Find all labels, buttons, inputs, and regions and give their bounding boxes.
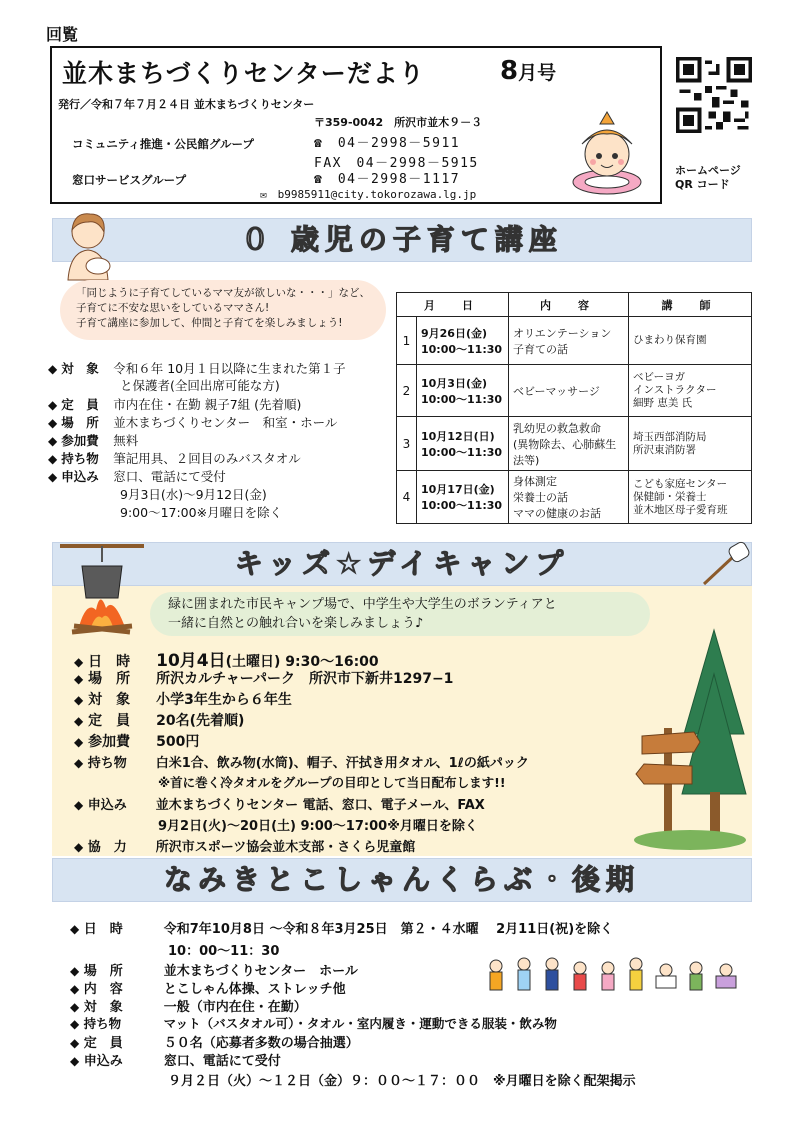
club-details: ◆ 日 時 令和7年10月8日 ～令和８年3月25日 第２・４水曜 2月11日(祝)を除く 10：00～11：30 ◆ 場 所 並木まちづくりセンター ホール ◆ 内 容 とこしゃん体操、ストレッチ他 ◆ 対 象 一般（市内在住・在勤） ◆ 持ち物 マット（バスタオル可）・タオル・室内履き・運動できる服装・飲み物 ◆ 定 員 ５０名（応募者多数の場合抽選） ◆ 申込み 窓口、電話にて受付 ９月２日（火）～１２日（金）９：００～１７：００ ※月曜日を除く配架掲示 bbox=[70, 922, 636, 1089]
session-lecturer: こども家庭センター 保健師・栄養士 並木地区母子愛育班 bbox=[629, 471, 752, 524]
group-community: コミュニティ推進・公民館グループ bbox=[72, 137, 254, 151]
session-content: オリエンテーション 子育ての話 bbox=[509, 317, 629, 365]
tel-counter: ☎ 04－2998－1117 bbox=[314, 172, 461, 187]
campfire-pot-illustration bbox=[56, 540, 148, 636]
session-number: 2 bbox=[397, 365, 417, 417]
schedule-row bbox=[397, 365, 752, 417]
session-lecturer: ベビーヨガ インストラクター 細野 恵美 氏 bbox=[629, 365, 752, 417]
fax-number: FAX 04－2998－5915 bbox=[314, 156, 479, 171]
session-lecturer: ひまわり保育園 bbox=[629, 317, 752, 365]
schedule-row bbox=[397, 471, 752, 524]
session-content: ベビーマッサージ bbox=[509, 365, 629, 417]
tree-signpost-illustration bbox=[634, 624, 748, 850]
qr-label: ホームページ QR コード bbox=[675, 164, 741, 191]
session-lecturer: 埼玉西部消防局 所沢東消防署 bbox=[629, 417, 752, 471]
circulation-label: 回覧 bbox=[46, 25, 79, 44]
club-banner: なみきとこしゃんくらぶ・後期 bbox=[52, 858, 752, 902]
tel-community: ☎ 04－2998－5911 bbox=[314, 136, 461, 151]
header-lecturer: 講 師 bbox=[629, 293, 752, 317]
header-content: 内 容 bbox=[509, 293, 629, 317]
session-date: 10月3日(金) 10:00～11:30 bbox=[417, 365, 509, 417]
postal-address: 〒359-0042 所沢市並木９－３ bbox=[314, 116, 483, 129]
session-number: 1 bbox=[397, 317, 417, 365]
publication-line: 発行／令和７年７月２４日 並木まちづくりセンター bbox=[58, 98, 315, 111]
camp-banner: キッズ☆デイキャンプ bbox=[52, 542, 752, 586]
schedule-row bbox=[397, 317, 752, 365]
schedule-row bbox=[397, 417, 752, 471]
group-counter: 窓口サービスグループ bbox=[72, 173, 187, 187]
email-address: ✉ b9985911@city.tokorozawa.lg.jp bbox=[260, 188, 477, 201]
course-intro-bubble: 「同じように子育てしているママ友が欲しいな・・・」など、 子育てに不安な思いをしているママさん! 子育て講座に参加して、仲間と子育てを楽しみましょう! bbox=[60, 280, 386, 340]
camp-intro-bubble: 緑に囲まれた市民キャンプ場で、中学生や大学生のボランティアと 一緒に自然との触れ合いを楽しみましょう♪ bbox=[150, 592, 650, 636]
session-number: 4 bbox=[397, 471, 417, 524]
session-date: 9月26日(金) 10:00～11:30 bbox=[417, 317, 509, 365]
homepage-qr-code[interactable] bbox=[676, 57, 752, 133]
course-details: ◆ 対 象 令和６年 10月１日以降に生まれた第１子 と保護者(全回出席可能な方) ◆ 定 員 市内在住・在勤 親子7組 (先着順) ◆ 場 所 並木まちづくりセンター 和室・ホール ◆ 参加費 無料 ◆ 持ち物 筆記用具、２回目のみバスタオル ◆ 申込み 窓口、電話にて受付 9月3日(水)～9月12日(金) 9:00～17:00※月曜日を除く bbox=[48, 361, 346, 520]
course-schedule-table bbox=[396, 292, 752, 524]
mother-baby-illustration bbox=[58, 210, 122, 282]
course-banner: ０ 歳児の子育て講座 bbox=[52, 218, 752, 262]
header-date: 月 日 bbox=[397, 293, 509, 317]
marshmallow-illustration bbox=[700, 540, 752, 588]
issue-number: 8月号 bbox=[500, 56, 557, 86]
session-number: 3 bbox=[397, 417, 417, 471]
exercise-people-illustration bbox=[484, 956, 752, 998]
mascot-illustration bbox=[564, 110, 650, 198]
session-content: 乳幼児の救急救命 (異物除去、心肺蘇生法等) bbox=[509, 417, 629, 471]
session-date: 10月12日(日) 10:00～11:30 bbox=[417, 417, 509, 471]
newsletter-title: 並木まちづくりセンターだより bbox=[62, 59, 425, 88]
session-date: 10月17日(金) 10:00～11:30 bbox=[417, 471, 509, 524]
masthead bbox=[50, 46, 662, 204]
camp-details: ◆ 日 時 10月4日(土曜日) 9:30～16:00 ◆ 場 所 所沢カルチャーパーク 所沢市下新井1297−1 ◆ 対 象 小学3年生から６年生 ◆ 定 員 20名(先着順) ◆ 参加費 500円 ◆ 持ち物 白米1合、飲み物(水筒)、帽子、汗拭き用タオル、1ℓの紙パック ※首に巻く冷タオルをグループの目印として当日配布します!! ◆ 申込み 並木まちづくりセンター 電話、窓口、電子メール、FAX 9月2日(火)～20日(土) 9:00～17:00※月曜日を除く ◆ 協 力 所沢市スポーツ協会並木支部・さくら児童館 bbox=[74, 651, 529, 855]
session-content: 身体測定 栄養士の話 ママの健康のお話 bbox=[509, 471, 629, 524]
